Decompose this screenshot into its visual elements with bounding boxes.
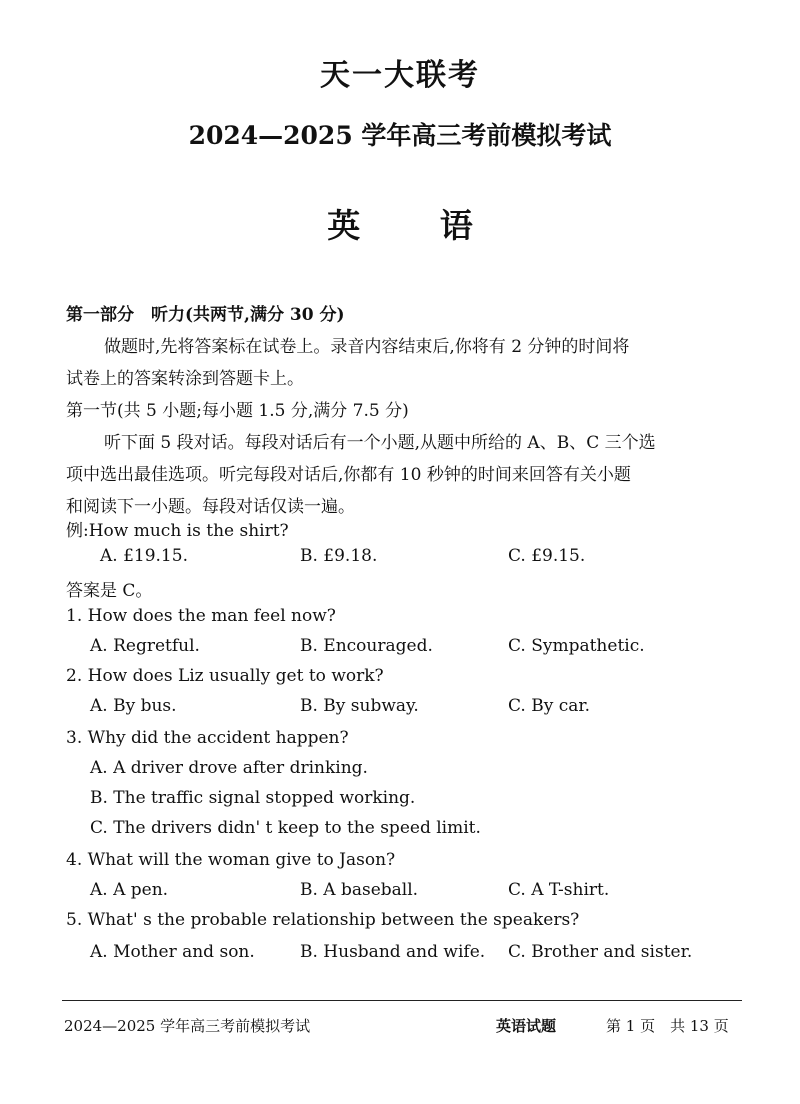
q3-option-b: B. The traffic signal stopped working. xyxy=(90,788,416,808)
question-1: 1. How does the man feel now? xyxy=(66,606,336,626)
q4-option-b: B. A baseball. xyxy=(300,880,419,900)
example-answer: 答案是 C。 xyxy=(66,581,153,601)
question-2: 2. How does Liz usually get to work? xyxy=(66,666,384,686)
q4-option-a: A. A pen. xyxy=(90,880,169,900)
exam-subtitle: 2024—2025 学年高三考前模拟考试 xyxy=(188,121,612,150)
part1-heading: 第一部分 听力(共两节,满分 30 分) xyxy=(66,305,345,325)
q2-option-c: C. By car. xyxy=(508,696,591,716)
exam-organizer-title: 天一大联考 xyxy=(320,58,480,93)
q5-option-c: C. Brother and sister. xyxy=(508,942,693,962)
example-option-a: A. £19.15. xyxy=(100,546,188,566)
part1-instructions-line2: 试卷上的答案转涂到答题卡上。 xyxy=(66,369,304,389)
q3-option-a: A. A driver drove after drinking. xyxy=(90,758,368,778)
footer-exam-name: 2024—2025 学年高三考前模拟考试 xyxy=(64,1017,311,1035)
q1-option-b: B. Encouraged. xyxy=(300,636,433,656)
q1-option-a: A. Regretful. xyxy=(90,636,200,656)
part1-instructions-line1: 做题时,先将答案标在试卷上。录音内容结束后,你将有 2 分钟的时间将 xyxy=(104,337,630,357)
section1-instructions-line1: 听下面 5 段对话。每段对话后有一个小题,从题中所给的 A、B、C 三个选 xyxy=(104,433,656,453)
question-5: 5. What' s the probable relationship between the speakers? xyxy=(66,910,580,930)
section1-instructions-line2: 项中选出最佳选项。听完每段对话后,你都有 10 秒钟的时间来回答有关小题 xyxy=(66,465,631,485)
section1-heading: 第一节(共 5 小题;每小题 1.5 分,满分 7.5 分) xyxy=(66,401,409,421)
section1-instructions-line3: 和阅读下一小题。每段对话仅读一遍。 xyxy=(66,497,355,517)
q5-option-a: A. Mother and son. xyxy=(90,942,255,962)
question-3: 3. Why did the accident happen? xyxy=(66,728,349,748)
example-option-c: C. £9.15. xyxy=(508,546,586,566)
q5-option-b: B. Husband and wife. xyxy=(300,942,486,962)
example-option-b: B. £9.18. xyxy=(300,546,378,566)
footer-subject: 英语试题 xyxy=(496,1017,557,1035)
q1-option-c: C. Sympathetic. xyxy=(508,636,645,656)
footer-page-number: 第 1 页 共 13 页 xyxy=(606,1017,729,1035)
example-question: 例:How much is the shirt? xyxy=(66,521,289,541)
q4-option-c: C. A T-shirt. xyxy=(508,880,610,900)
q2-option-b: B. By subway. xyxy=(300,696,419,716)
footer-divider xyxy=(62,1000,742,1001)
q2-option-a: A. By bus. xyxy=(90,696,177,716)
subject-title: 英 语 xyxy=(327,206,507,245)
q3-option-c: C. The drivers didn' t keep to the speed limit. xyxy=(90,818,481,838)
question-4: 4. What will the woman give to Jason? xyxy=(66,850,396,870)
